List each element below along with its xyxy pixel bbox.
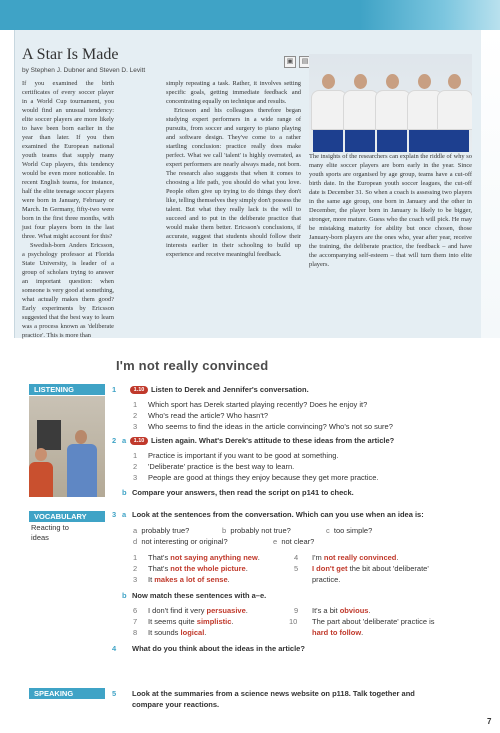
vocabulary-topic xyxy=(31,523,69,543)
sentence-text: It xyxy=(148,575,155,584)
soccer-team-photo xyxy=(309,54,472,152)
question-text: Who's read the article? Who hasn't? xyxy=(148,411,269,420)
option-letter: e xyxy=(273,537,278,546)
vocabulary-label: VOCABULARY xyxy=(29,511,105,522)
page-number: 7 xyxy=(487,717,492,726)
player-figure xyxy=(375,74,409,152)
sentence-4 xyxy=(312,553,398,563)
option-d xyxy=(133,537,228,547)
article-title: A Star Is Made xyxy=(22,46,119,63)
exercise-5-instruction-continued: compare your reactions. xyxy=(132,700,220,709)
statement-text: 'Deliberate' practice is the best way to learn. xyxy=(148,462,295,471)
statement-text: Practice is important if you want to be good at something. xyxy=(148,451,339,460)
conversation-photo xyxy=(29,396,105,497)
exercise-2b-instruction: Compare your answers, then read the script on p141 to check. xyxy=(132,488,354,497)
exercise-number: 1 xyxy=(112,385,117,394)
article-column-1 xyxy=(22,79,114,340)
save-icon[interactable]: ▣ xyxy=(284,56,296,68)
item-number: 5 xyxy=(294,564,299,573)
player-figure xyxy=(437,74,471,152)
sentence-5 xyxy=(312,564,429,574)
person-body xyxy=(67,444,97,497)
option-letter: c xyxy=(326,526,330,535)
item-number: 7 xyxy=(133,617,138,626)
article-column-3 xyxy=(309,152,472,269)
option-text: too simple? xyxy=(333,526,373,535)
article-paragraph: Swedish-born Anders Ericsson, a psychology professor at Florida State University, is leader of a group of scholars trying to answer an important question: when someone is very good at something, what actually makes them good? Early experiments by Ericsson suggested that the best way to learn was a process known as 'deliberate practice'. This is more than xyxy=(22,242,114,339)
audio-icon[interactable]: 1.10 xyxy=(130,386,148,394)
sentence-text: That's xyxy=(148,564,171,573)
sentence-text: I don't find it very xyxy=(148,606,207,615)
person-head xyxy=(35,448,47,461)
part-label: b xyxy=(122,591,127,600)
sentence-text: . xyxy=(204,628,207,637)
key-phrase: not the whole picture xyxy=(170,564,246,573)
sentence-10: The part about 'deliberate' practice is xyxy=(312,617,435,626)
sentence-text: . xyxy=(245,564,248,573)
coffee-machine xyxy=(37,420,61,450)
sentence-5-continued: practice. xyxy=(312,575,341,584)
person-body xyxy=(29,462,53,497)
exercise-4-instruction: What do you think about the ideas in the article? xyxy=(132,644,305,653)
exercise-3-instruction: Look at the sentences from the conversation. Which can you use when an idea is: xyxy=(132,510,424,519)
key-phrase: obvious xyxy=(339,606,369,615)
exercise-number: 4 xyxy=(112,644,117,653)
key-phrase: simplistic xyxy=(196,617,232,626)
exercise-2-instruction xyxy=(130,436,394,446)
sentence-text: It's a bit xyxy=(312,606,340,615)
key-phrase: not saying anything new xyxy=(170,553,258,562)
top-stripe xyxy=(360,0,500,30)
item-number: 1 xyxy=(133,400,138,409)
sentence-text: . xyxy=(361,628,364,637)
exercise-5-instruction: Look at the summaries from a science news website on p118. Talk together and xyxy=(132,689,415,698)
exercise-3b-instruction: Now match these sentences with a–e. xyxy=(132,591,267,600)
exercise-number: 3 xyxy=(112,510,117,519)
item-number: 1 xyxy=(133,451,138,460)
option-text: probably true? xyxy=(141,526,190,535)
item-number: 2 xyxy=(133,462,138,471)
sentence-1 xyxy=(148,553,260,563)
sentence-text: . xyxy=(231,617,234,626)
sentence-text: . xyxy=(245,606,248,615)
instruction-text: Listen again. What's Derek's attitude to these ideas from the article? xyxy=(151,436,395,445)
speaking-label: SPEAKING xyxy=(29,688,105,699)
statement-text: People are good at things they enjoy because they get more practice. xyxy=(148,473,379,482)
sentence-7 xyxy=(148,617,233,627)
sentence-text: . xyxy=(368,606,371,615)
item-number: 2 xyxy=(133,411,138,420)
person-head xyxy=(75,430,87,444)
player-figure xyxy=(407,74,441,152)
print-icon[interactable]: ▤ xyxy=(299,56,311,68)
exercise-number: 2 xyxy=(112,436,117,445)
player-figure xyxy=(311,74,345,152)
item-number: 9 xyxy=(294,606,299,615)
option-a xyxy=(133,526,189,536)
item-number: 3 xyxy=(133,422,138,431)
item-number: 6 xyxy=(133,606,138,615)
vocabulary-topic-line: Reacting to xyxy=(31,523,69,532)
key-phrase: not really convinced xyxy=(323,553,397,562)
article-paragraph: The insights of the researchers can explain the riddle of why so many elite soccer players are born early in the year. Since youth sports are organised by age group, teams have a cut-off birth date. In the European youth soccer leagues, the cut-off date is December 31. So when a coach is assessing two players in the same age group, one born in January and the other in December, the player born in January is likely to be bigger, stronger, more mature. Guess who the coach will pick. He may be mistaking maturity for ability but once chosen, those January-born players are the ones who, year after year, receive the training, the deliberate practice, the feedback – and have the accompanying self-esteem – that will turn them into elite players. xyxy=(309,153,472,268)
article-paragraph: simply repeating a task. Rather, it involves setting specific goals, getting immediate feedback and concentrating equally on technique and results. xyxy=(166,80,301,105)
item-number: 8 xyxy=(133,628,138,637)
sentence-text: the bit about 'deliberate' xyxy=(347,564,429,573)
article-tools xyxy=(284,56,311,68)
item-number: 1 xyxy=(133,553,138,562)
part-label: a xyxy=(122,436,127,445)
sentence-6 xyxy=(148,606,248,616)
exercise-1-instruction xyxy=(130,385,309,395)
option-letter: a xyxy=(133,526,138,535)
question-text: Which sport has Derek started playing recently? Does he enjoy it? xyxy=(148,400,368,409)
item-number: 10 xyxy=(289,617,298,626)
sentence-text: . xyxy=(227,575,230,584)
part-label: b xyxy=(122,488,127,497)
sentence-8 xyxy=(148,628,206,638)
key-phrase: logical xyxy=(180,628,205,637)
sentence-text: I'm xyxy=(312,553,324,562)
option-c xyxy=(326,526,372,536)
key-phrase: makes a lot of sense xyxy=(154,575,228,584)
sentence-text: It sounds xyxy=(148,628,181,637)
sentence-2 xyxy=(148,564,248,574)
option-e xyxy=(273,537,314,547)
item-number: 2 xyxy=(133,564,138,573)
sentence-10-continued xyxy=(312,628,363,638)
exercise-number: 5 xyxy=(112,689,117,698)
sentence-9 xyxy=(312,606,371,616)
article-column-2 xyxy=(166,79,301,259)
option-letter: b xyxy=(222,526,227,535)
question-text: Who seems to find the ideas in the article convincing? Who's not so sure? xyxy=(148,422,393,431)
item-number: 3 xyxy=(133,575,138,584)
option-text: not interesting or original? xyxy=(141,537,228,546)
article-byline: by Stephen J. Dubner and Steven D. Levitt xyxy=(22,67,146,74)
sentence-text: . xyxy=(396,553,399,562)
section-title: I'm not really convinced xyxy=(116,358,269,373)
sentence-text: . xyxy=(257,553,260,562)
option-b xyxy=(222,526,291,536)
part-label: a xyxy=(122,510,127,519)
audio-icon[interactable]: 1.10 xyxy=(130,437,148,445)
option-text: not clear? xyxy=(281,537,315,546)
article-paragraph: Ericsson and his colleagues therefore began studying expert performers in a wide range of pursuits, from soccer and surgery to piano playing and software design. They've come to a rather startling conclusion: practice really does make perfect. What we call 'talent' is highly overrated, as expert performers are nearly always made, not born. The research also suggests that when it comes to choosing a life path, you should do what you love. People often give up trying to do things they don't like, telling themselves they simply don't possess the talent. But what they really lack is the will to succeed and to put in the deliberate practice that would make them better. Ericsson's conclusions, if accurate, suggest that students should follow their interests earlier in their schooling to build up experience and receive meaningful feedback. xyxy=(166,107,301,258)
listening-label: LISTENING xyxy=(29,384,105,395)
item-number: 4 xyxy=(294,553,299,562)
option-letter: d xyxy=(133,537,138,546)
key-phrase: I don't get xyxy=(312,564,348,573)
vocabulary-topic-line: ideas xyxy=(31,533,49,542)
player-figure xyxy=(343,74,377,152)
page-edge-strip xyxy=(481,30,500,338)
sentence-3 xyxy=(148,575,230,585)
item-number: 3 xyxy=(133,473,138,482)
article-paragraph: If you examined the birth certificates of every soccer player in a World Cup tournament, you would find an unusual tendency: elite soccer players are more likely to have been born earlier in the year than later. If you then examined the European national youth teams that supply many World Cup players, this tendency would be even more noticeable. In recent English teams, for instance, half the elite teenage soccer players were born in January, February or March. In Germany, fifty-two were born in the first three months, with just four players born in the last three. What might account for this? xyxy=(22,80,114,240)
sentence-text: That's xyxy=(148,553,171,562)
sentence-text: It seems quite xyxy=(148,617,197,626)
option-text: probably not true? xyxy=(230,526,291,535)
key-phrase: persuasive xyxy=(206,606,246,615)
instruction-text: Listen to Derek and Jennifer's conversation. xyxy=(151,385,309,394)
key-phrase: hard to follow xyxy=(312,628,362,637)
